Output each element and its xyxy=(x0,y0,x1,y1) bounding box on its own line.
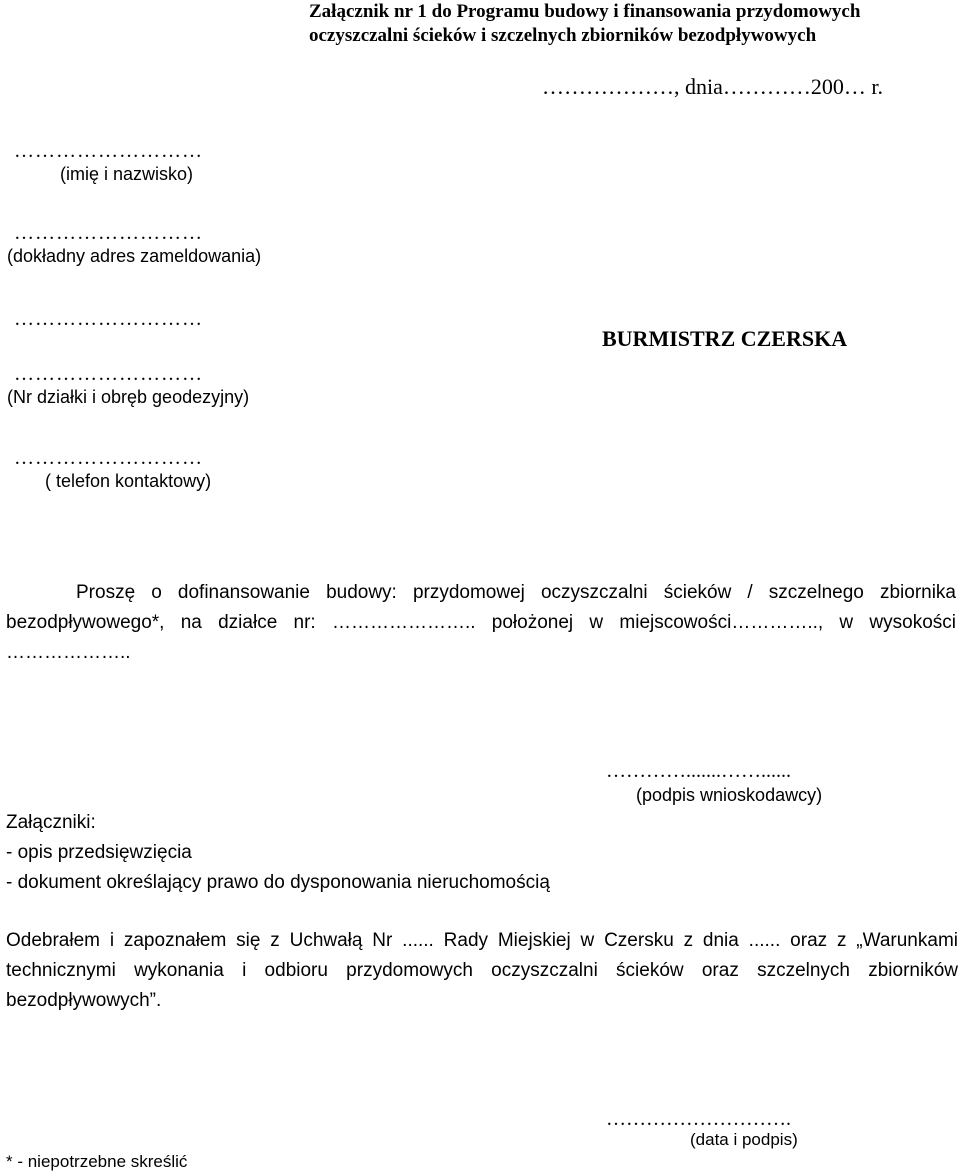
request-paragraph xyxy=(6,578,956,668)
attachment-item: - opis przedsięwzięcia xyxy=(6,842,192,863)
acknowledgement-paragraph: Odebrałem i zapoznałem się z Uchwałą Nr ...... Rady Miejskiej w Czersku z dnia ...... oraz z „Warunkami technicznymi wykonania i odbioru przydomowych oczyszczalni ścieków oraz szczelnych zbiorników bezodpływowych”. xyxy=(6,930,958,1011)
plot-caption: (Nr działki i obręb geodezyjny) xyxy=(7,387,250,407)
request-text: Proszę o dofinansowanie budowy: przydomowej oczyszczalni ścieków / szczelnego zbiornika bezodpływowego*, na działce nr: ………………….. położonej w miejscowości………….., w wysokości ……………….. xyxy=(6,582,956,663)
address-caption: (dokładny adres zameldowania) xyxy=(7,246,262,266)
footnote: * - niepotrzebne skreślić xyxy=(6,1152,188,1171)
phone-caption: ( telefon kontaktowy) xyxy=(45,471,212,491)
annex-header-line-1: Załącznik nr 1 do Programu budowy i finansowania przydomowych xyxy=(309,1,861,22)
annex-header xyxy=(309,0,860,48)
applicant-signature-caption: (podpis wnioskodawcy) xyxy=(636,785,823,805)
date-place-line: ………………, dnia…………200… r. xyxy=(542,74,883,99)
attachments-section xyxy=(6,808,550,898)
applicant-signature-dots: ………….......……...... xyxy=(606,760,791,782)
date-signature-caption: (data i podpis) xyxy=(690,1130,798,1149)
attachment-item: - dokument określający prawo do dysponowania nieruchomością xyxy=(6,872,550,893)
annex-header-line-2: oczyszczalni ścieków i szczelnych zbiorników bezodpływowych xyxy=(309,25,817,46)
date-signature-dots: ………………………. xyxy=(606,1108,791,1130)
attachments-title: Załączniki: xyxy=(6,812,96,833)
plot-dots-2: ……………………… xyxy=(14,363,203,385)
name-caption: (imię i nazwisko) xyxy=(60,164,194,184)
address-dots: ……………………… xyxy=(14,222,203,244)
plot-dots-1: ……………………… xyxy=(14,308,203,330)
addressee: BURMISTRZ CZERSKA xyxy=(602,326,848,351)
name-dots: ……………………… xyxy=(14,140,203,162)
phone-dots: ……………………… xyxy=(14,447,203,469)
